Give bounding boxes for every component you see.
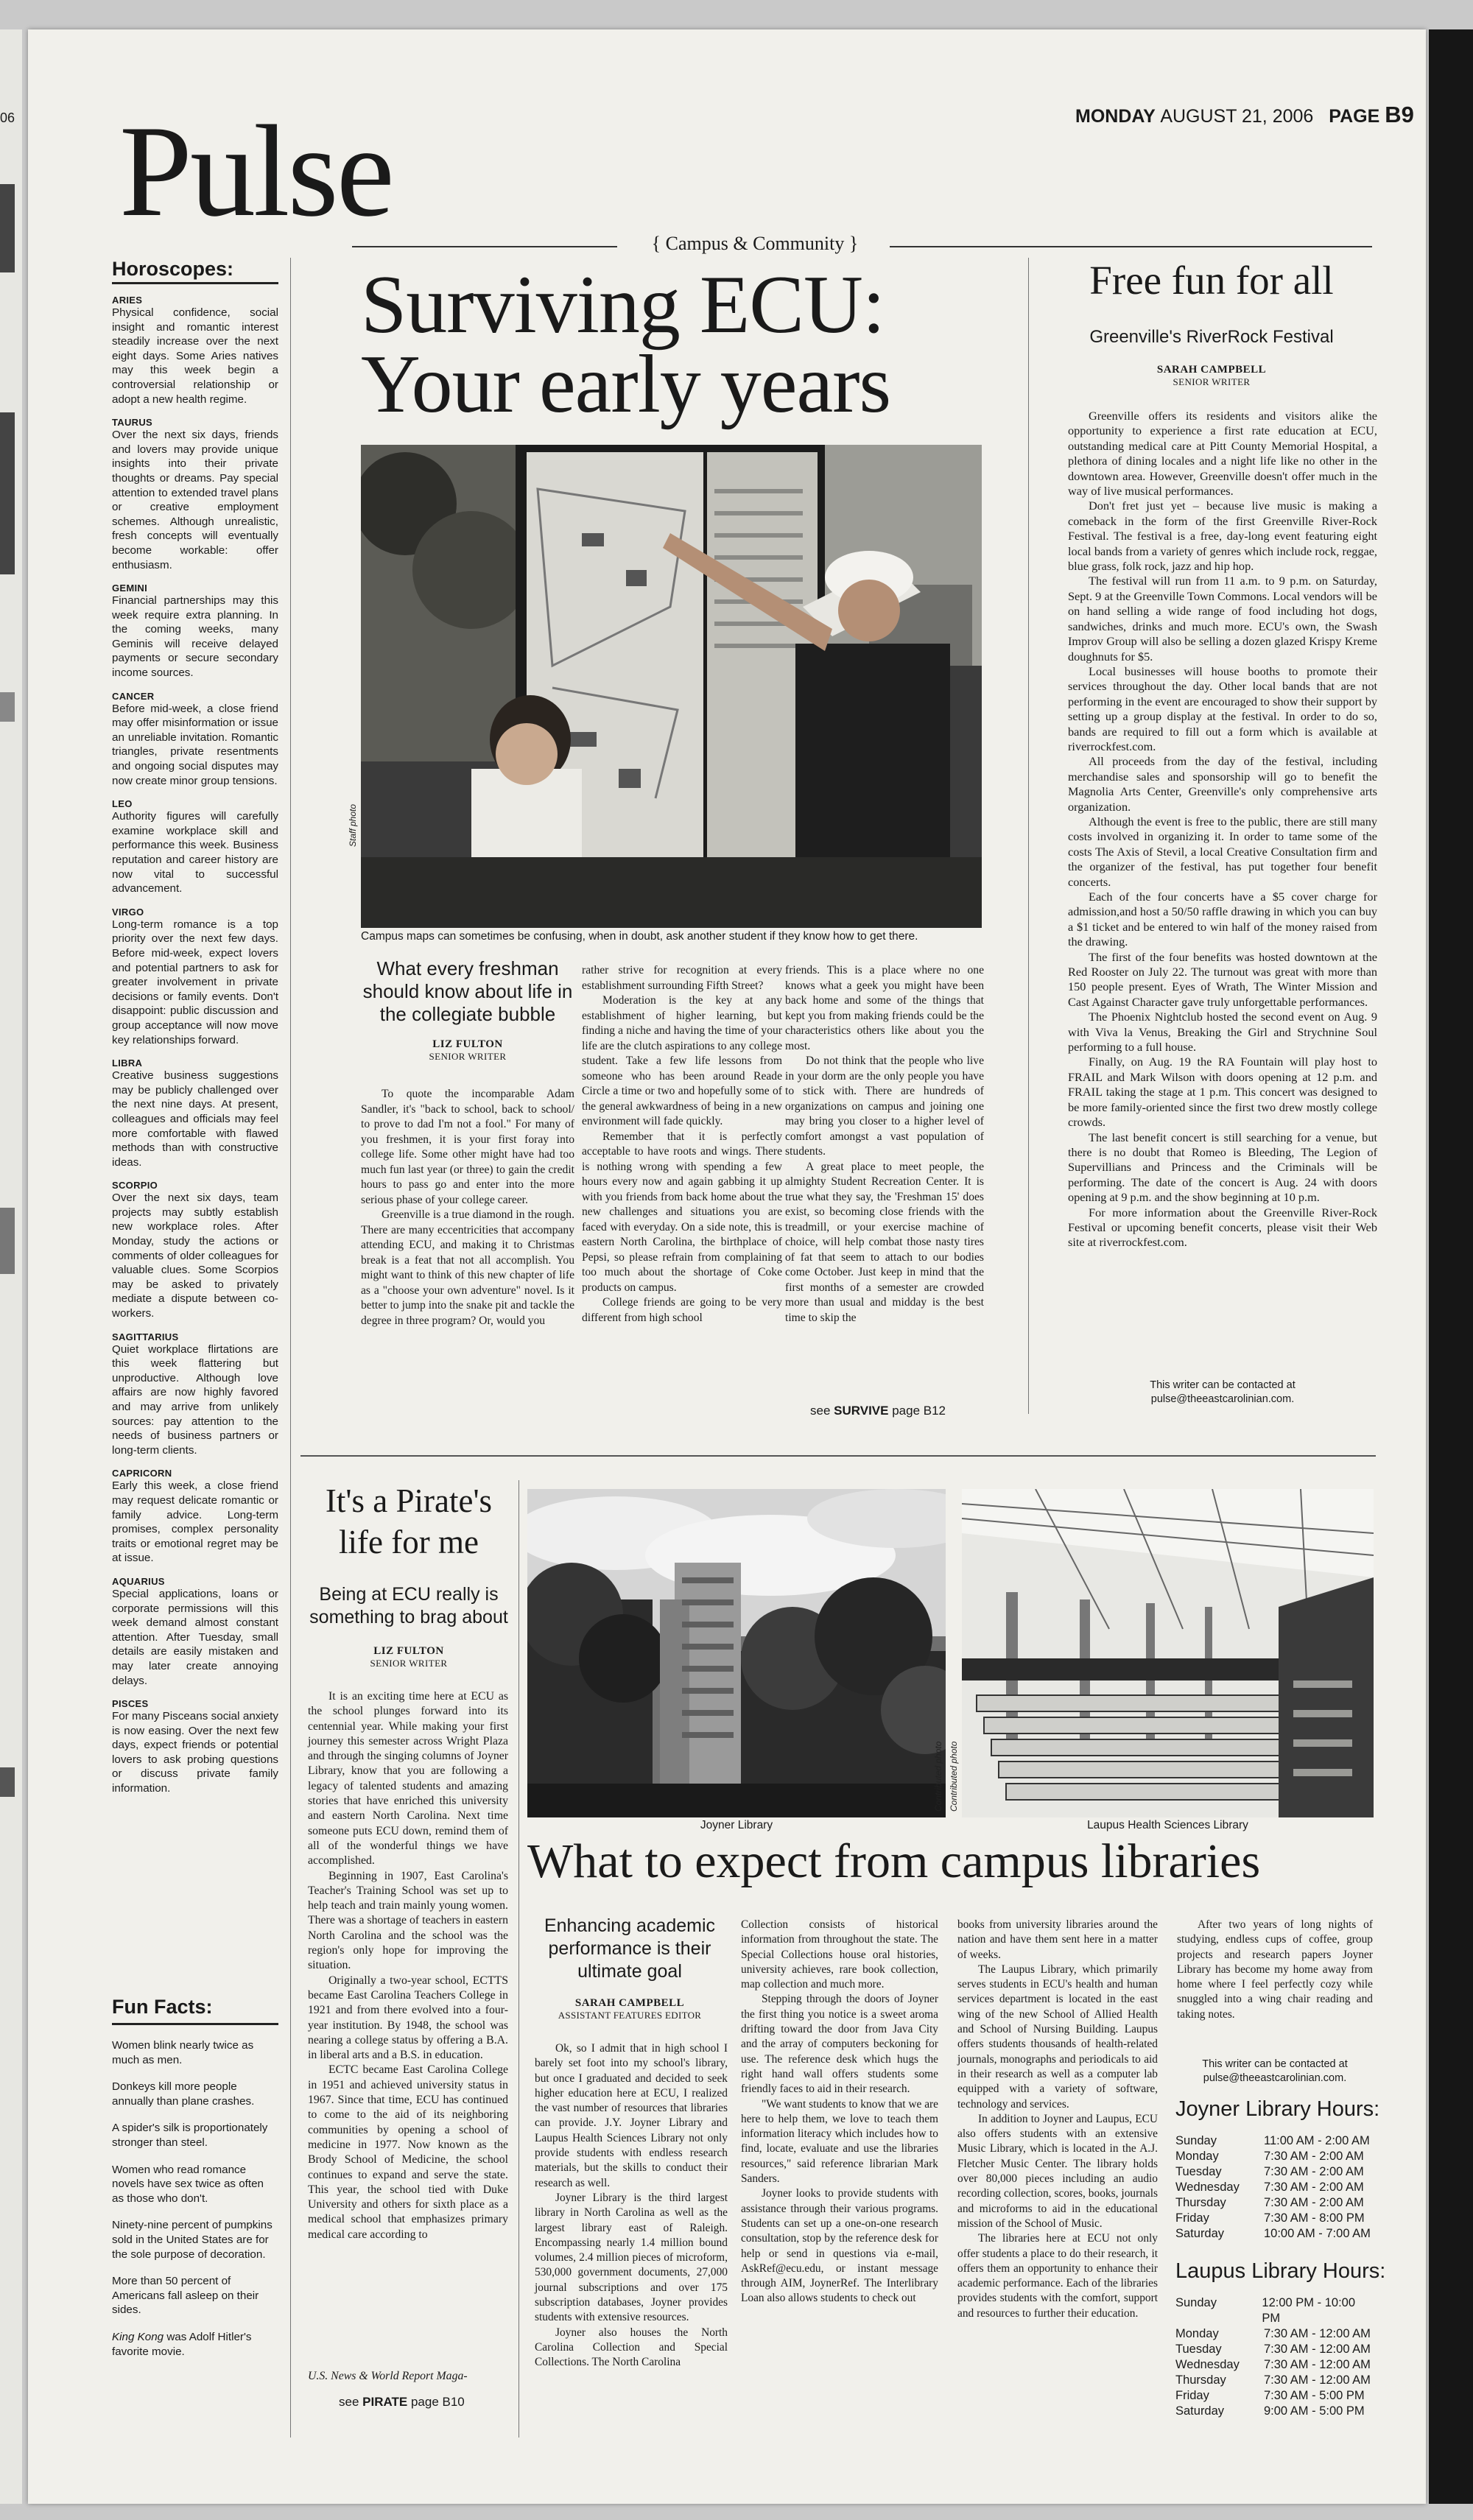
paragraph: Ok, so I admit that in high school I barely set foot into my school's library, but once I graduated and decided to seek higher education here at ECU, I realized the vast number of resources that libraries can provide. J.Y. Joyner Library and Laupus Health Sciences Library not only provide students with endless research materials, but the skills to conduct their research as well. [535,2042,728,2189]
paragraph: The Phoenix Nightclub hosted the second event on Aug. 9 with Viva la Venus, Breaking the Girl and Strychnine Soul performing to a full house. [1068,1010,1377,1055]
horoscope-list [112,295,278,1796]
contact-line: This writer can be contacted at [1202,2058,1348,2070]
jump-see: see [810,1404,831,1418]
paragraph: All proceeds from the day of the festival, including merchandise sales and sponsorship will go to benefit the Magnolia Arts Center, Greenville's only comprehensive arts organization. [1068,754,1377,814]
section-divider [300,1455,1376,1457]
laupus-photo-caption: Laupus Health Sciences Library [1087,1819,1248,1831]
survive-photo [361,445,982,928]
paragraph: "We want students to know that we are here to help them, we love to teach them information literacy which includes how to find, locate, evaluate and use the libraries resources," said reference librarian Mark Sanders. [741,2097,938,2186]
horoscopes-title: Horoscopes: [112,258,278,284]
survive-byline [361,1038,574,1063]
horoscope-text: For many Pisceans social anxiety is now easing. Over the next few days, expect friends or potential lovers to ask probing questions or discuss private family information. [112,1710,278,1795]
survive-photo-credit: Staff photo [348,803,358,847]
joyner-library-photo [527,1489,946,1817]
horoscope-sign: VIRGO [112,906,144,918]
freefun-byline [1038,364,1385,388]
freefun-body [1068,409,1377,1250]
hours-row [1175,2211,1374,2226]
hours-day: Tuesday [1175,2165,1222,2178]
horoscope-sign: CAPRICORN [112,1468,172,1479]
masthead-rule-right [890,246,1372,247]
horoscope-sign: SCORPIO [112,1180,158,1192]
joyner-photo-credit: Contributed photo [933,1741,943,1812]
hours-day: Sunday [1175,2134,1217,2147]
hours-day: Thursday [1175,2196,1226,2209]
hours-time: 7:30 AM - 12:00 AM [1264,2343,1371,2356]
paragraph: Joyner also houses the North Carolina Collection and Special Collections. The North Carolina [535,2326,728,2369]
paragraph: Do not think that the people who live in your dorm are the only people you have to stick with. There are hundreds of organizations on campus and joining one may bring you closer to a higher level of comfort amongst a vast population of students. [785,1055,984,1158]
fun-fact-item: Women who read romance novels have sex twice as often as those who don't. [112,2163,264,2205]
hours-time: 7:30 AM - 5:00 PM [1264,2389,1365,2402]
hours-day: Friday [1175,2389,1209,2402]
previous-page-number: 06 [0,110,15,125]
survive-photo-caption: Campus maps can sometimes be confusing, when in doubt, ask another student if they know how to get there. [361,930,918,943]
paragraph: It is an exciting time here at ECU as the school plunges forward into its centennial year. While making your first journey this semester across Wright Plaza and through the singing columns of Joyner Library, know that you are following a legacy of talented students and amazing stories that have enriched this university and eastern North Carolina. Next time someone puts ECU down, remind them of all of the wonderful things we have accomplished. [308,1690,508,1868]
horoscope-sign: AQUARIUS [112,1575,165,1587]
laupus-library-photo [962,1489,1374,1817]
fun-facts-list [112,2038,278,2317]
masthead-rule-left [352,246,617,247]
hours-row [1175,2388,1374,2404]
libraries-column-4 [1177,1918,1373,2022]
pirate-byline [298,1645,519,1669]
fun-facts-title: Fun Facts: [112,1996,278,2025]
paragraph: Don't fret just yet – because live music is making a comeback in the form of the first Greenville River-Rock Festival. The festival is a free, day-long event featuring eight local bands from a variety of genres which include rock, reggae, blue grass, folk rock, jazz and hip hop. [1068,499,1377,574]
horoscope-sign: SAGITTARIUS [112,1331,179,1342]
column-divider [290,258,291,2438]
hours-time: 10:00 AM - 7:00 AM [1264,2227,1371,2240]
hours-day: Monday [1175,2327,1219,2340]
paragraph: Collection consists of historical information from throughout the state. The Special Collections house oral histories, university achieves, rare book collection, map collection and much more. [741,1918,938,1991]
hours-day: Wednesday [1175,2181,1240,2194]
contact-email: pulse@theeastcarolinian.com. [1150,1393,1295,1405]
fun-fact-item: Donkeys kill more people annually than plane crashes. [112,2080,255,2108]
paragraph: Each of the four concerts have a $5 cover charge for admission,and host a 50/50 raffle drawing in which you can buy a $1 ticket and be entered to win half of the money raised from the drawing. [1068,890,1377,949]
jump-page: page B10 [410,2395,465,2409]
libraries-byline [530,1997,729,2021]
jump-see: see [339,2395,359,2409]
freefun-deck: Greenville's RiverRock Festival [1089,327,1334,347]
dateline-day: MONDAY [1075,106,1156,127]
hours-time: 11:00 AM - 2:00 AM [1264,2134,1370,2147]
fun-fact-item: More than 50 percent of Americans fall asleep on their sides. [112,2275,259,2317]
paragraph: To quote the incomparable Adam Sandler, it's "back to school, back to school/ to prove to dad I'm not a fool." For many of you freshmen, it is your first foray into college life. Some other might have had too much fun last year (or three) to gain the credit hours to pass go and enter into the more serious phase of your college career. [361,1088,574,1206]
horoscope-sign: GEMINI [112,583,148,594]
paragraph: ECTC became East Carolina College in 1951 and achieved university status in 1967. Since that time, ECU has continued to come to the aid of its neighboring communities by opening a school of medicine in 1977. Now known as the Brody School of Medicine, the school continues to expand and serve the state. This year, the school tied with Duke University and others for sixth place as a medical school that emphasizes primary medical care according to [308,2063,508,2241]
fun-facts-column [112,1996,278,2359]
laupus-hours-table [1175,2295,1374,2419]
dateline [1075,102,1414,128]
pirate-source: U.S. News & World Report Maga- [308,2370,468,2382]
hours-day: Friday [1175,2211,1209,2225]
contact-line: This writer can be contacted at [1150,1379,1296,1391]
horoscope-text: Over the next six days, team projects may subtly establish new workplace roles. After Monday, study the actions or comments of older colleagues for valuable clues. Some Scorpios may be asked to privately mediate a dispute between co-workers. [112,1192,278,1320]
fun-fact-item: A spider's silk is proportionately stronger than steel. [112,2122,268,2149]
next-page-strip [1429,29,1473,2504]
byline-name: LIZ FULTON [432,1038,503,1050]
pirate-headline-line1: It's a Pirate's [325,1482,493,1519]
byline-title: SENIOR WRITER [429,1051,507,1062]
byline-title: SENIOR WRITER [1173,376,1251,387]
hours-row [1175,2342,1374,2357]
hours-row [1175,2295,1374,2326]
previous-page-strip [0,29,22,2504]
fun-fact-item: Women blink nearly twice as much as men. [112,2039,254,2066]
byline-name: SARAH CAMPBELL [574,1997,685,2009]
survive-column-3 [785,963,984,1326]
paragraph: After two years of long nights of studying, endless cups of coffee, group projects and research papers Joyner Library has become my home away from home where I feel perfectly cozy while snuggled into a wing chair reading and taking notes. [1177,1918,1373,2021]
horoscope-text: Quiet workplace flirtations are this week flattering but unproductive. Although love affairs are now highly favored and may arrive from unlikely sources: pay attention to the needs of business partners or long-term clients. [112,1342,278,1457]
column-divider [518,1480,519,2438]
fun-fact-item: Ninety-nine percent of pumpkins sold in the United States are for the sole purpose of decoration. [112,2219,273,2261]
byline-title: SENIOR WRITER [370,1658,448,1669]
hours-time: 7:30 AM - 12:00 AM [1264,2327,1371,2340]
jump-keyword: SURVIVE [834,1404,889,1418]
pirate-deck: Being at ECU really is something to brag about [309,1584,508,1627]
section-title: Pulse [119,98,393,244]
hours-time: 7:30 AM - 2:00 AM [1264,2150,1364,2163]
photo-joyner-library [527,1489,946,1817]
hours-time: 7:30 AM - 2:00 AM [1264,2181,1364,2194]
hours-row [1175,2133,1374,2149]
fun-fact-item [112,2330,278,2359]
movie-title: King Kong [112,2330,164,2343]
survive-column-2 [582,963,782,1326]
hours-row [1175,2180,1374,2195]
horoscope-text: Creative business suggestions may be publicly challenged over the next nine days. At present, colleagues and officials may feel more comfortable with flawed methods than with constructive ideas. [112,1069,278,1169]
joyner-hours-title: Joyner Library Hours: [1175,2097,1380,2121]
hours-time: 7:30 AM - 8:00 PM [1264,2211,1365,2225]
paragraph: The libraries here at ECU not only offer students a place to do their research, it offers them an opportunity to enhance their academic performance. Each of the libraries provides students with the comfort, support and resources to further their education. [957,2232,1158,2320]
joyner-hours-table [1175,2133,1374,2242]
paragraph: Greenville offers its residents and visitors alike the opportunity to experience a first rate education at ECU, outstanding medical care at Pitt County Memorial Hospital, a plethora of dining locales and a night life like no other in the downtown area. However, Greenville doesn't offer much in the way of live musical performances. [1068,409,1377,499]
hours-row [1175,2226,1374,2242]
page-number: B9 [1385,102,1414,127]
horoscope-sign: LIBRA [112,1057,143,1069]
horoscope-text: Financial partnerships may this week require extra planning. In the coming weeks, many Geminis will receive delayed payments or secure secondary income sources. [112,594,278,680]
byline-title: ASSISTANT FEATURES EDITOR [558,2010,702,2021]
paragraph: Although the event is free to the public, there are still many costs involved in organizing it. In order to tame some of the costs The Axis of Stevil, a local Creative Consultation firm and the organizer of the festival, has put together four benefit concerts. [1068,814,1377,889]
pirate-body [308,1689,508,2242]
paragraph: Finally, on Aug. 19 the RA Fountain will play host to FRAIL and Mark Wilson with doors opening at 12 p.m. and FRAIL taking the stage at 1 p.m. This concert was designed to be more family-oriented since the first two drew mostly college crowds. [1068,1055,1377,1130]
jump-page: page B12 [892,1404,946,1418]
hours-row [1175,2373,1374,2388]
hours-day: Saturday [1175,2404,1225,2418]
byline-name: LIZ FULTON [373,1645,444,1657]
paragraph: The last benefit concert is still searching for a venue, but there is no doubt that Romeo is Bleeding, The Legion of Supervillians and Princess and the Criminals will be performing. The date of the concert is Aug. 24 with doors opening at 9 p.m. and the show beginning at 10 p.m. [1068,1130,1377,1205]
byline-name: SARAH CAMPBELL [1156,364,1267,376]
horoscope-sign: TAURUS [112,417,152,429]
hours-day: Tuesday [1175,2343,1222,2356]
paragraph: The first of the four benefits was hosted downtown at the Red Rooster on July 22. The turnout was great with more than 150 people present. Eyes of Wrath, The Winter Mission and Cast Against Character gave truly unforgettable performances. [1068,949,1377,1009]
pirate-jump[interactable] [339,2395,465,2410]
horoscope-text: Over the next six days, friends and lovers may provide unique insights into their private thoughts or dreams. Pay special attention to extended travel plans or creative employment schemes. Although unrealistic, fresh concepts will eventually become workable: offer enthusiasm. [112,429,278,571]
horoscope-text: Authority figures will carefully examine workplace skill and performance this week. Business reputation and career history are now vital to successful advancement. [112,810,278,895]
hours-row [1175,2357,1374,2373]
laupus-hours-title: Laupus Library Hours: [1175,2259,1386,2283]
paragraph: Moderation is the key at any establishment of higher learning, but finding a niche and having the time of your life are the clutch aspirations to any college student. Take a few life lessons from someone who has been around Reade Circle a time or two and hopefully some of the general awkwardness of being in a new environment will fade quickly. [582,994,782,1127]
libraries-deck: Enhancing academic performance is their ultimate goal [544,1915,716,1982]
paragraph: Originally a two-year school, ECTTS became East Carolina Teachers College in 1921 and from there evolved into a four-year institution. By 1948, the school was nearing a college status by offering a B.A. in liberal arts and a B.S. in education. [308,1974,508,2062]
horoscope-text: Before mid-week, a close friend may offer misinformation or issue an unreliable invitation. Romantic triangles, private resentments and ongoing social disputes may now create minor group tensions. [112,702,278,787]
horoscope-text: Early this week, a close friend may request delicate romantic or family advice. Long-term promises, complex personality traits or emotional regret may be at issue. [112,1479,278,1565]
joyner-photo-caption: Joyner Library [700,1819,773,1831]
hours-time: 12:00 PM - 10:00 PM [1262,2296,1355,2325]
libraries-headline: What to expect from campus libraries [527,1834,1261,1888]
paragraph: Joyner looks to provide students with assistance through their various programs. Students can set up a one-on-one research consultation, stop by the reference desk for help or send in questions via e-mail, AskRef@ecu.edu, or instant message through AIM, JoynerRef. The Interlibrary Loan also allows students to check out [741,2187,938,2305]
hours-row [1175,2326,1374,2342]
paragraph: Local businesses will house booths to promote their services throughout the day. Other local bands that are not performing in the event are encouraged to show their support by setting up a group display at the festival. In order to do so, bands are required to fill out a form which is available at riverrockfest.com. [1068,664,1377,753]
hours-time: 7:30 AM - 2:00 AM [1264,2196,1364,2209]
survive-column-1 [361,1087,574,1328]
paragraph: Greenville is a true diamond in the rough. There are many eccentricities that accompany attending ECU, and making it to Christmas break is a feat that not all accomplish. You might want to think of this new chapter of life as a "choose your own adventure" novel. Is it better to jump into the snake pit and tackle the degree in three program? Or, would you [361,1208,574,1327]
paragraph: College friends are going to be very different from high school [582,1296,782,1324]
photo-students-map [361,445,982,928]
hours-time: 9:00 AM - 5:00 PM [1264,2404,1365,2418]
paragraph: The festival will run from 11 a.m. to 9 p.m. on Saturday, Sept. 9 at the Greenville Town Commons. Local vendors will be on hand selling a wide range of food including hot dogs, sandwiches, drinks and much more. ECU's own, the Swash Improv Group will also be selling a dozen glazed Krispy Kreme doughnuts for $5. [1068,574,1377,664]
paragraph: rather strive for recognition at every establishment surrounding Fifth Street? [582,964,782,992]
horoscope-sign: PISCES [112,1698,149,1710]
pirate-headline-line2: life for me [339,1524,479,1560]
hours-row [1175,2164,1374,2180]
survive-headline-line1: Surviving ECU: [361,259,885,351]
page-label: PAGE [1329,106,1380,127]
section-subtitle: { Campus & Community } [651,233,859,254]
libraries-contact [1177,2058,1373,2086]
hours-time: 7:30 AM - 2:00 AM [1264,2165,1364,2178]
paragraph: The Laupus Library, which primarily serves students in ECU's health and human services department is located in the east wing of the new School of Allied Health and School of Nursing Building. Laupus offers students thousands of health-related journals, monographs and periodicals to aid in their research as well as a computer lab equipped with a variety of software, technology and services. [957,1963,1158,2111]
freefun-contact [1068,1379,1377,1407]
horoscope-sign: ARIES [112,295,143,306]
paragraph: In addition to Joyner and Laupus, ECU also offers students with an extensive Music Library, which is located in the A.J. Fletcher Music Center. The library holds over 80,000 pieces including an audio recording collection, scores, books, journals and microforms to aid in the educational mission of the School of Music. [957,2112,1158,2230]
photo-laupus-library [962,1489,1374,1817]
survive-jump[interactable] [810,1404,946,1418]
hours-day: Thursday [1175,2373,1226,2387]
paragraph: Joyner Library is the third largest library in North Carolina as well as the largest library east of Raleigh. Encompassing nearly 1.4 million bound volumes, 2.4 million pieces of microform, 530,000 government documents, 27,000 journal subscriptions and over 175 subscription databases, Joyner provides students with extensive resources. [535,2191,728,2324]
horoscope-text: Long-term romance is a top priority over the next few days. Before mid-week, expect lovers and potential partners to ask for greater involvement in private decisions or family events. Don't disappoint: public discussion and group acceptance will now move key relationships forward. [112,918,278,1046]
libraries-column-2 [741,1918,938,2306]
pirate-headline [298,1480,519,1563]
jump-keyword: PIRATE [362,2395,408,2409]
libraries-column-3 [957,1918,1158,2321]
hours-day: Sunday [1175,2296,1217,2309]
paragraph: friends. This is a place where no one knows what a geek you might have been back home and some of the things that kept you from making friends could be the characteristics others like about you the most. [785,964,984,1052]
hours-row [1175,2404,1374,2419]
horoscope-sign: CANCER [112,690,155,702]
horoscope-text: Physical confidence, social insight and romantic interest steadily increase over the next eight days. Some Aries natives may this week begin a controversial relationship or adopt a new health regime. [112,306,278,406]
hours-time: 7:30 AM - 12:00 AM [1264,2358,1371,2371]
freefun-headline: Free fun for all [1089,258,1334,303]
contact-email: pulse@theeastcarolinian.com. [1203,2072,1347,2084]
hours-day: Wednesday [1175,2358,1240,2371]
fun-fact-text: was Adolf Hitler's favorite movie. [112,2330,252,2358]
laupus-photo-credit: Contributed photo [949,1741,959,1812]
hours-day: Saturday [1175,2227,1225,2240]
horoscope-sign: LEO [112,798,133,810]
survive-headline-line2: Your early years [361,339,891,430]
hours-row [1175,2149,1374,2164]
libraries-column-1 [535,2041,728,2371]
hours-row [1175,2195,1374,2211]
column-divider [1028,258,1029,1414]
paragraph: A great place to meet people, the almighty Student Recreation Center. It is true what they say, the 'Freshman 15' does exist, so becoming close friends with the treadmill, or your exercise machine of choice, will help combat those nasty tires of fat that seem to attach to our bodies come October. Just keep in mind that the first months of a semester are crowded more than usual and midday is the best time to skip the [785,1160,984,1324]
survive-headline [361,259,891,430]
paragraph: Beginning in 1907, East Carolina's Teacher's Training School was set up to help teach and train mainly young women. There was a shortage of teachers in eastern North Carolina and the school was the region's only hope for improving the situation. [308,1869,508,1972]
paragraph: books from university libraries around the nation and have them sent here in a matter of weeks. [957,1918,1158,1961]
survive-deck: What every freshman should know about life in the collegiate bubble [362,957,573,1025]
paragraph: For more information about the Greenville River-Rock Festival or upcoming benefit concerts, please visit their Web site at riverrockfest.com. [1068,1205,1377,1250]
hours-day: Monday [1175,2150,1219,2163]
hours-time: 7:30 AM - 12:00 AM [1264,2373,1371,2387]
horoscopes-column [112,258,278,1796]
dateline-date: AUGUST 21, 2006 [1160,106,1314,127]
paragraph: Stepping through the doors of Joyner the first thing you notice is a sweet aroma drifting toward the door from Java City and the array of computers beckoning for use. The reference desk which hugs the right hand wall offers students some friendly faces to aid in their research. [741,1993,938,2096]
horoscope-text: Special applications, loans or corporate permissions will this week demand almost constant attention. After Tuesday, small details are easily mistaken and may later create annoying delays. [112,1587,278,1687]
paragraph: Remember that it is perfectly acceptable to have roots and wings. There is nothing wrong with spending a few hours every now and again gabbing it up with you friends from back home about the new challenges and situations you are faced with everyday. On a side note, this is eastern North Carolina, the birthplace of Pepsi, so please refrain from complaining too much about the shortage of Coke products on campus. [582,1130,782,1294]
